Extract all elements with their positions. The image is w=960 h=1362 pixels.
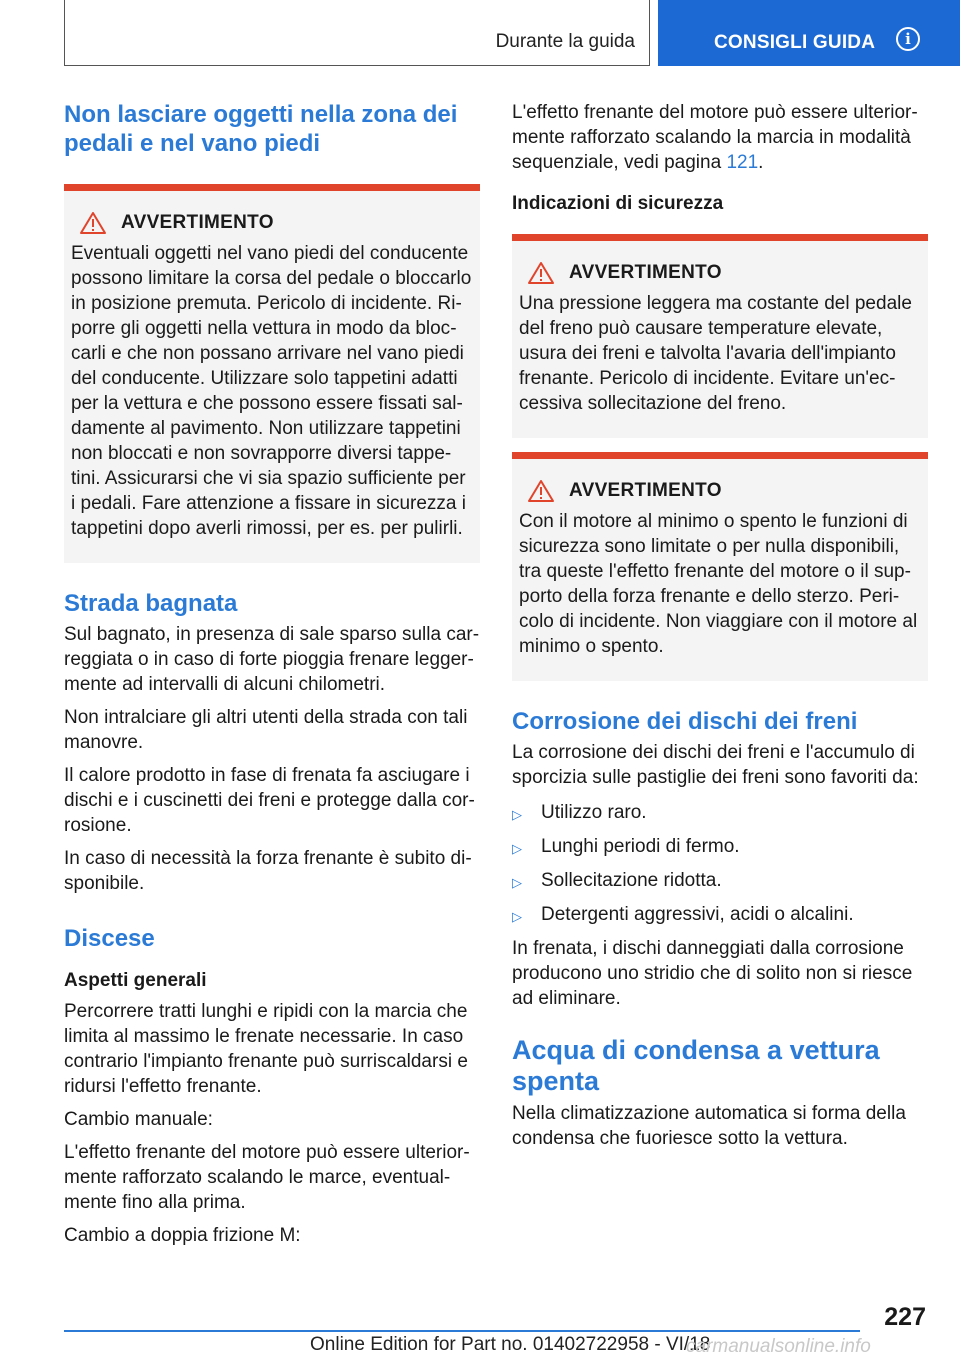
paragraph: Nella climatizzazione automatica si forma della condensa che fuoriesce sotto la vettura. [512,1103,906,1149]
heading-corrosione: Corrosione dei dischi dei freni [512,708,858,735]
paragraph: In caso di necessità la forza frenante è subito disponibile. [64,848,472,894]
bullet-list [512,800,928,929]
subheading-sicurezza: Indicazioni di sicurezza [512,193,724,214]
warning-header [527,479,920,503]
page-link[interactable]: 121 [726,152,759,173]
paragraph: Non intralciare gli altri utenti della strada con tali manovre. [64,707,468,753]
list-item [512,834,928,861]
heading-strada-bagnata: Strada bagnata [64,590,238,617]
watermark: carmanualsonline.info [686,1336,871,1357]
list-item-text: Sollecitazione ridotta. [541,870,722,891]
paragraph: Percorrere tratti lunghi e ripidi con la marcia che limita al massimo le frenate necessarie. In caso contrario l'impianto frenante può surriscaldarsi e ridursi l'effetto frenante. [64,1001,468,1097]
paragraph: Sul bagnato, in presenza di sale sparso sulla carreggiata o in caso di forte pioggia frenare leggermente ad intervalli di alcuni chilometri. [64,624,480,695]
bullet-arrow-icon: ▷ [512,909,522,924]
text: L'effetto frenante del motore può essere ulteriormente rafforzato scalando la marcia in modalità sequenziale, vedi pagina [512,102,918,173]
paragraph: Il calore prodotto in fase di frenata fa asciugare i dischi e i cuscinetti dei freni e protegge dalla corrosione. [64,765,475,836]
warning-box-pedali [64,184,480,563]
header-chapter-tab[interactable] [658,0,960,66]
warning-triangle-icon [527,479,555,503]
header-section-title: Durante la guida [495,31,635,52]
paragraph: L'effetto frenante del motore può essere ulteriormente rafforzato scalando le marce, eventualmente fino alla prima. [64,1142,470,1213]
paragraph: Cambio a doppia frizione M: [64,1225,301,1246]
bullet-arrow-icon: ▷ [512,807,522,822]
left-column [64,100,480,1248]
bullet-arrow-icon: ▷ [512,841,522,856]
list-item-text: Detergenti aggressivi, acidi o alcalini. [541,904,854,925]
right-column [512,100,928,1151]
list-item-text: Lunghi periodi di fermo. [541,836,740,857]
paragraph-intro [512,100,928,175]
list-item-text: Utilizzo raro. [541,802,647,823]
heading-pedali: Non lasciare oggetti nella zona dei pedali e nel vano piedi [64,101,458,157]
subheading-aspetti-generali: Aspetti generali [64,970,207,991]
paragraph: Cambio manuale: [64,1109,213,1130]
warning-title: AVVERTIMENTO [121,212,274,233]
text: . [758,152,764,173]
heading-discese: Discese [64,925,155,952]
warning-header [79,211,472,235]
paragraph: La corrosione dei dischi dei freni e l'accumulo di sporcizia sulle pastiglie dei freni sono favoriti da: [512,742,919,788]
header-section-frame [64,0,650,66]
warning-triangle-icon [79,211,107,235]
warning-text: Una pressione leggera ma costante del pedale del freno può causare temperature elevate, usura dei freni e talvolta l'avaria dell'impianto frenante. Pericolo di incidente. Evitare un'eccessiva sollecitazione del freno. [519,293,912,414]
paragraph: In frenata, i dischi danneggiati dalla corrosione producono uno stridio che di solito non si riesce ad eliminare. [512,938,913,1009]
info-icon[interactable]: i [896,27,920,51]
warning-box-motore [512,452,928,681]
heading-condensa: Acqua di condensa a vettura spenta [512,1035,880,1096]
warning-text: Con il motore al minimo o spento le funzioni di sicurezza sono limitate o per nulla disponibili, tra queste l'effetto frenante del motore o il supporto della forza frenante e dello sterzo. Pericolo di incidente. Non viaggiare con il motore al minimo o spento. [519,511,918,657]
footer-edition: Online Edition for Part no. 01402722958 - VI/18 [310,1334,711,1355]
header-chapter-label: CONSIGLI GUIDA [714,32,876,53]
warning-title: AVVERTIMENTO [569,262,722,283]
warning-triangle-icon [527,261,555,285]
list-item [512,800,928,827]
page-number: 227 [884,1303,926,1331]
warning-box-freno [512,234,928,438]
warning-header [527,261,920,285]
warning-title: AVVERTIMENTO [569,480,722,501]
footer-divider [64,1330,860,1332]
warning-text: Eventuali oggetti nel vano piedi del conducente possono limitare la corsa del pedale o bloccarlo in posizione premuta. Pericolo di incidente. Riporre gli oggetti nella vettura in modo da bloccarli e che non possano arrivare nel vano piedi del conducente. Utilizzare solo tappetini adatti per la vettura e che possono essere fissati saldamente al pavimento. Non utilizzare tappetini non bloccati e non sovrapporre diversi tappetini. Assicurarsi che vi sia spazio sufficiente per i pedali. Fare attenzione a fissare in sicurezza i tappetini dopo averli rimossi, per es. per pulirli. [71,243,472,539]
bullet-arrow-icon: ▷ [512,875,522,890]
list-item [512,868,928,895]
list-item [512,902,928,929]
